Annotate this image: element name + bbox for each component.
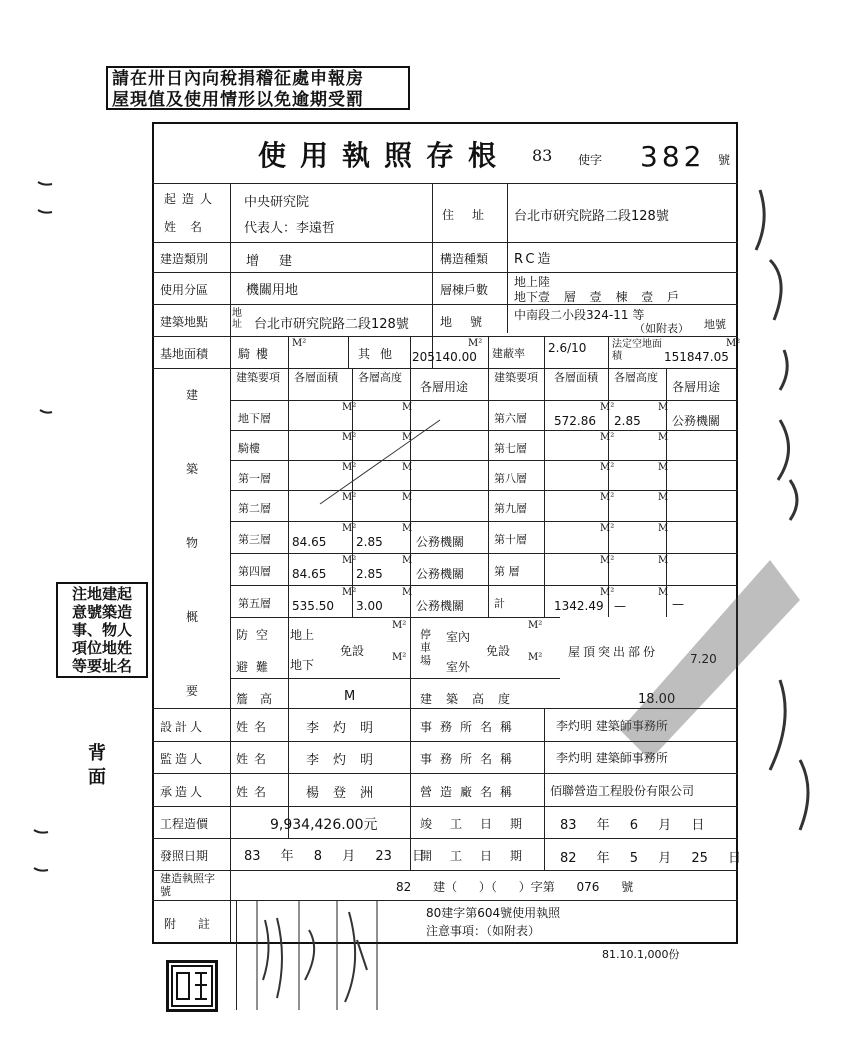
lot-value: 中南段二小段324-11 等 [514, 308, 645, 322]
page-title: 使用執照存根 [258, 139, 511, 172]
contractor-name: 楊登洲 [306, 786, 388, 801]
applicant-address: 台北市研究院路二段128號 [514, 209, 669, 224]
floors-below: 地下壹 層 壹 棟 壹 戶 [514, 290, 680, 304]
structure-label: 構造種類 [440, 252, 489, 266]
permit-number: 382 [640, 140, 706, 173]
notice-line-2: 屋現值及使用情形以免逾期受罰 [112, 90, 364, 110]
col-head-item-left: 建築要項 [236, 371, 280, 384]
issue-date: 83 年 8 月 23 日 [244, 849, 426, 864]
col-head-area-left: 各層面積 [294, 371, 338, 384]
right-floor-height: — [614, 599, 626, 613]
permit-label: 建造執照字號 [160, 872, 215, 898]
left-floor-use: 公務機關 [416, 535, 465, 549]
right-floor-name: 第 層 [494, 565, 520, 578]
left-floor-name: 第二層 [238, 502, 271, 515]
permit-value: 82 建（ ）（ ）字第 076 號 [396, 880, 634, 894]
right-floor-name: 第七層 [494, 442, 527, 455]
left-floor-name: 第四層 [238, 565, 271, 578]
left-floor-height: 3.00 [356, 599, 383, 613]
designer-office: 李灼明 建築師事務所 [556, 719, 668, 733]
left-floor-name: 騎樓 [238, 442, 260, 455]
eaves-unit: M [344, 689, 356, 704]
indoor-label: 室內 [446, 630, 471, 644]
building-side-2: 築 [186, 462, 199, 476]
building-side-1: 建 [186, 388, 199, 402]
floors-label: 層棟戶數 [440, 283, 489, 297]
cost-label: 工程造價 [160, 817, 209, 831]
contractor-label: 承造人 [160, 785, 206, 799]
applicant-label: 起造人 [164, 192, 219, 206]
roof-label: 屋頂突出部份 [568, 645, 659, 659]
open-space-label: 法定空地面積 [612, 339, 662, 362]
left-floor-use: 公務機關 [416, 567, 465, 581]
zoning-label: 使用分區 [160, 283, 209, 297]
right-floor-area: 1342.49 [554, 599, 604, 613]
zoning-value: 機關用地 [246, 283, 299, 298]
shelter-label-b: 避難 [236, 660, 277, 674]
completion-date: 83 年 6 月 日 [560, 818, 705, 833]
permit-year: 83 [532, 146, 553, 165]
site-addr-tag: 地址 [232, 308, 242, 330]
permit-suffix: 號 [718, 153, 731, 167]
lot-label: 地號 [440, 315, 501, 329]
right-floor-height: 2.85 [614, 414, 641, 428]
supervisor-name: 李灼明 [306, 753, 388, 768]
designer-label: 設計人 [160, 720, 206, 734]
right-floor-name: 計 [494, 597, 505, 610]
height-value: 18.00 [638, 692, 676, 707]
coverage-label: 建蔽率 [492, 347, 525, 360]
contractor-firm: 佰聯營造工程股份有限公司 [550, 784, 695, 798]
supervisor-label: 監造人 [160, 752, 206, 766]
roof-value: 7.20 [690, 652, 717, 666]
right-floor-use: 公務機關 [672, 414, 721, 428]
left-floor-use: 公務機關 [416, 599, 465, 613]
cost-value: 9,934,426.00元 [270, 817, 378, 833]
building-side-3: 物 [186, 536, 199, 550]
lot-suffix: 地號 [704, 318, 726, 331]
completion-label: 竣工日期 [420, 817, 541, 831]
floors-above: 地上陸 [514, 275, 551, 289]
outdoor-label: 室外 [446, 660, 471, 674]
col-head-height-right: 各層高度 [614, 371, 658, 384]
eaves-label: 簷高 [236, 692, 285, 706]
left-floor-height: 2.85 [356, 567, 383, 581]
left-floor-area: 84.65 [292, 535, 327, 549]
category-label: 建造類別 [160, 252, 209, 266]
supervisor-office: 李灼明 建築師事務所 [556, 751, 668, 765]
other-label: 其他 [358, 347, 403, 361]
left-floor-name: 地下層 [238, 412, 271, 425]
left-floor-area: 535.50 [292, 599, 334, 613]
left-floor-name: 第三層 [238, 533, 271, 546]
shelter-value: 免設 [340, 644, 365, 658]
above-label: 地上 [290, 628, 315, 642]
coverage-value: 2.6/10 [548, 341, 587, 355]
right-floor-name: 第六層 [494, 412, 527, 425]
right-floor-name: 第十層 [494, 533, 527, 546]
start-label: 開工日期 [420, 849, 541, 863]
col-head-area-right: 各層面積 [554, 371, 598, 384]
height-label: 建築高度 [420, 692, 525, 706]
right-floor-name: 第八層 [494, 472, 527, 485]
left-floor-height: 2.85 [356, 535, 383, 549]
print-footer: 81.10.1,000份 [602, 948, 680, 961]
col-head-height-left: 各層高度 [358, 371, 402, 384]
left-floor-name: 第五層 [238, 597, 271, 610]
area-label: 基地面積 [160, 347, 209, 361]
building-side-4: 概 [186, 610, 199, 624]
start-date: 82 年 5 月 25 日 [560, 851, 742, 866]
below-label: 地下 [290, 658, 315, 672]
site-label: 建築地點 [160, 315, 209, 329]
structure-value: RC造 [514, 252, 554, 267]
applicant-rep: 代表人：李遠哲 [244, 221, 336, 236]
designer-name: 李灼明 [306, 721, 388, 736]
col-head-use-left: 各層用途 [420, 380, 469, 394]
notes-label: 附註 [164, 917, 233, 931]
right-floor-use: — [672, 597, 684, 611]
applicant-name: 中央研究院 [244, 195, 310, 210]
side-note-box: 注地建起 意號築造 事、物人 項位地姓 等要址名 [56, 582, 148, 678]
name-label: 姓名 [164, 220, 217, 234]
parking-label: 停車場 [420, 628, 431, 667]
col-head-use-right: 各層用途 [672, 380, 721, 394]
parking-value: 免設 [486, 644, 511, 658]
address-label: 住址 [442, 208, 503, 222]
building-side-5: 要 [186, 684, 199, 698]
left-floor-area: 84.65 [292, 567, 327, 581]
notes-line-2: 注意事項：（如附表） [426, 924, 541, 938]
col-head-item-right: 建築要項 [494, 371, 538, 384]
right-floor-name: 第九層 [494, 502, 527, 515]
issue-label: 發照日期 [160, 849, 209, 863]
lot-note: （如附表） [634, 322, 689, 335]
right-floor-area: 572.86 [554, 414, 596, 428]
other-area-value: 205140.00 [412, 350, 477, 364]
site-address: 台北市研究院路二段128號 [254, 317, 409, 332]
back-side-label: 背面 [88, 743, 106, 788]
permit-word: 使字 [578, 153, 603, 167]
notice-line-1: 請在卅日內向稅捐稽征處申報房 [112, 69, 364, 89]
notes-line-1: 80建字第604號使用執照 [426, 906, 561, 920]
open-space-value: 151847.05 [664, 350, 729, 364]
shelter-label-a: 防空 [236, 628, 277, 642]
left-floor-name: 第一層 [238, 472, 271, 485]
arcade-label: 騎樓 [238, 347, 275, 361]
category-value: 增建 [246, 254, 313, 269]
